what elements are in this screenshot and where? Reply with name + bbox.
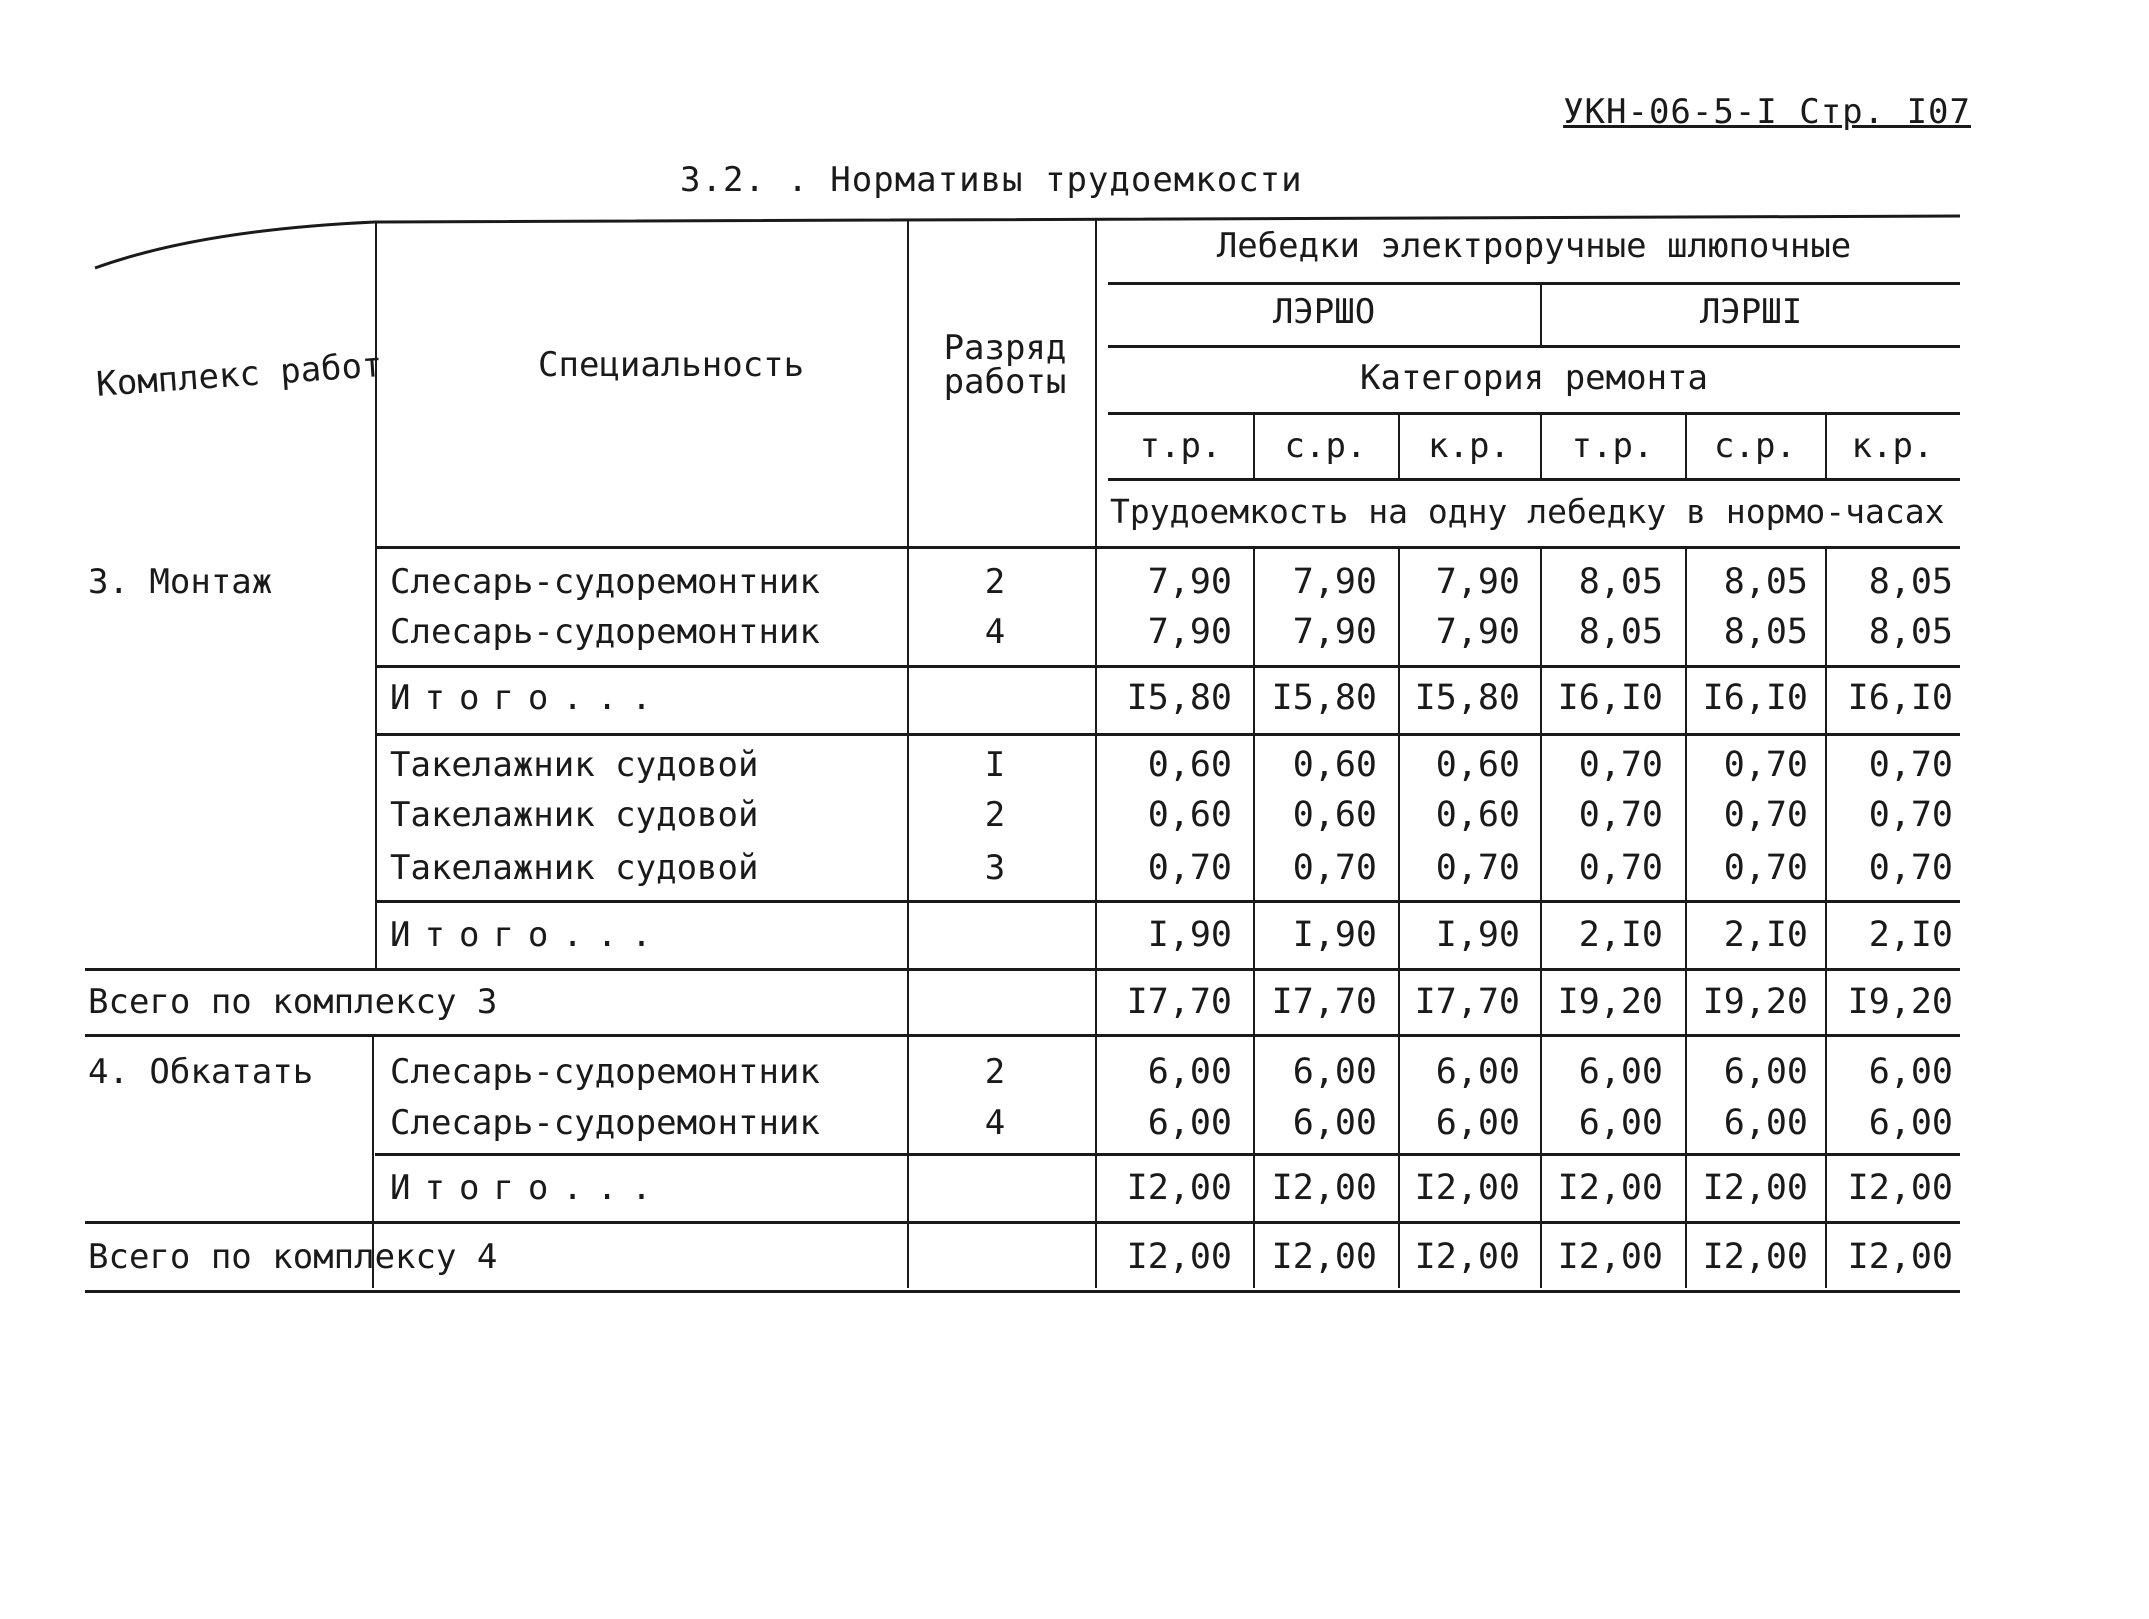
vline-complex-specialty: [375, 222, 377, 962]
row-grade: 4: [984, 1103, 1006, 1143]
row-value: I2,00: [1414, 1168, 1520, 1208]
row-value: I6,I0: [1557, 678, 1663, 718]
row-specialty: Такелажник судовой: [390, 848, 759, 888]
row-value: 6,00: [1578, 1103, 1663, 1143]
section-title: 3.2. . Нормативы трудоемкости: [680, 160, 1303, 200]
row-value: I,90: [1435, 915, 1520, 955]
row-value: 6,00: [1147, 1103, 1232, 1143]
row-complex: 4. Обкатать: [88, 1052, 314, 1092]
row-value: 6,00: [1578, 1052, 1663, 1092]
row-value: I2,00: [1557, 1237, 1663, 1277]
row-value: I2,00: [1126, 1168, 1232, 1208]
header-cat-sr-b: с.р.: [1714, 426, 1796, 466]
row-value: I7,70: [1414, 982, 1520, 1022]
header-specialty: Специальность: [538, 345, 805, 385]
row-value: 6,00: [1435, 1103, 1520, 1143]
row-value: 6,00: [1723, 1103, 1808, 1143]
row-value: I2,00: [1271, 1237, 1377, 1277]
row-specialty: Такелажник судовой: [390, 795, 759, 835]
header-cat-tr-a: т.р.: [1139, 426, 1222, 466]
row-value: 7,90: [1147, 612, 1232, 652]
rule-subcats: [1108, 478, 1960, 481]
header-repair-category: Категория ремонта: [1360, 358, 1708, 398]
value-column-divider: [1825, 548, 1827, 1288]
row-value: 7,90: [1435, 612, 1520, 652]
page-header: УКН-06-5-I Стр. I07: [1563, 92, 1971, 132]
row-value: 6,00: [1868, 1052, 1953, 1092]
row-value: I7,70: [1271, 982, 1377, 1022]
row-complex: Всего по комплексу 4: [88, 1237, 498, 1277]
row-specialty: Слесарь-судоремонтник: [390, 562, 820, 602]
row-value: 7,90: [1292, 562, 1377, 602]
row-value: 6,00: [1723, 1052, 1808, 1092]
rule-header-bottom: [375, 546, 1960, 549]
row-value: 0,70: [1868, 848, 1953, 888]
row-value: I6,I0: [1847, 678, 1953, 718]
row-value: 6,00: [1435, 1052, 1520, 1092]
row-value: I7,70: [1126, 982, 1232, 1022]
body-rule: [85, 1034, 1960, 1037]
row-value: 0,70: [1723, 848, 1808, 888]
row-value: I5,80: [1271, 678, 1377, 718]
row-value: I,90: [1292, 915, 1377, 955]
row-value: 0,60: [1292, 745, 1377, 785]
row-value: 0,60: [1292, 795, 1377, 835]
row-specialty: Итого...: [390, 915, 666, 955]
row-value: 0,70: [1147, 848, 1232, 888]
header-cat-kr-b: к.р.: [1851, 426, 1934, 466]
rule-winch-title: [1108, 282, 1960, 285]
row-value: 7,90: [1292, 612, 1377, 652]
value-column-divider: [1253, 548, 1255, 1288]
header-model-a: ЛЭРШО: [1272, 292, 1376, 332]
row-value: 0,60: [1435, 745, 1520, 785]
row-value: I5,80: [1126, 678, 1232, 718]
row-value: I9,20: [1557, 982, 1663, 1022]
row-value: I2,00: [1847, 1168, 1953, 1208]
row-value: 0,70: [1868, 745, 1953, 785]
value-column-divider: [1685, 548, 1687, 1288]
row-grade: 3: [984, 848, 1006, 888]
row-value: I,90: [1147, 915, 1232, 955]
row-value: 6,00: [1292, 1052, 1377, 1092]
header-winches: Лебедки электроручные шлюпочные: [1216, 226, 1852, 266]
row-value: I6,I0: [1702, 678, 1808, 718]
row-value: I2,00: [1126, 1237, 1232, 1277]
header-labor-note: Трудоемкость на одну лебедку в нормо-часах: [1110, 492, 1945, 531]
row-value: 8,05: [1578, 612, 1663, 652]
row-value: 6,00: [1292, 1103, 1377, 1143]
row-specialty: Итого...: [390, 678, 666, 718]
row-value: I2,00: [1847, 1237, 1953, 1277]
row-value: 0,60: [1147, 795, 1232, 835]
header-cat-sr-a: с.р.: [1284, 426, 1367, 466]
value-column-divider: [1540, 548, 1542, 1288]
row-specialty: Слесарь-судоремонтник: [390, 612, 820, 652]
row-value: 2,I0: [1723, 915, 1808, 955]
row-grade: 2: [984, 1052, 1006, 1092]
header-grade-line1: Разряд: [943, 328, 1067, 368]
row-value: I5,80: [1414, 678, 1520, 718]
row-value: I9,20: [1847, 982, 1953, 1022]
row-value: 8,05: [1723, 562, 1808, 602]
row-grade: I: [984, 745, 1006, 785]
row-value: 0,70: [1578, 795, 1663, 835]
rule-category: [1108, 412, 1960, 415]
body-rule: [85, 1221, 1960, 1224]
rule-models: [1108, 345, 1960, 348]
row-specialty: Слесарь-судоремонтник: [390, 1103, 820, 1143]
row-value: I2,00: [1557, 1168, 1663, 1208]
row-value: 0,70: [1868, 795, 1953, 835]
row-value: 0,70: [1723, 795, 1808, 835]
row-value: 0,70: [1578, 745, 1663, 785]
row-value: I9,20: [1702, 982, 1808, 1022]
body-rule: [375, 733, 1960, 736]
row-value: I2,00: [1702, 1237, 1808, 1277]
row-value: I2,00: [1414, 1237, 1520, 1277]
row-value: 7,90: [1147, 562, 1232, 602]
vline-specialty-mid: [375, 962, 377, 970]
header-cat-tr-b: т.р.: [1571, 426, 1654, 466]
row-value: 8,05: [1868, 562, 1953, 602]
row-value: 8,05: [1723, 612, 1808, 652]
body-rule: [375, 1153, 1960, 1156]
row-complex: 3. Монтаж: [88, 562, 273, 602]
body-rule: [375, 900, 1960, 903]
row-value: 2,I0: [1868, 915, 1953, 955]
row-value: 6,00: [1868, 1103, 1953, 1143]
row-value: 0,70: [1578, 848, 1663, 888]
row-value: 7,90: [1435, 562, 1520, 602]
vline-specialty-grade: [907, 220, 909, 1288]
body-rule: [85, 1290, 1960, 1293]
row-value: 8,05: [1868, 612, 1953, 652]
row-specialty: Итого...: [390, 1168, 666, 1208]
row-value: 8,05: [1578, 562, 1663, 602]
vline-grade-values: [1095, 218, 1097, 1288]
row-value: 0,70: [1723, 745, 1808, 785]
header-cat-kr-a: к.р.: [1428, 426, 1510, 466]
row-value: I2,00: [1702, 1168, 1808, 1208]
header-grade-line2: работы: [943, 362, 1067, 402]
row-complex: Всего по комплексу 3: [88, 982, 498, 1022]
row-grade: 2: [984, 795, 1006, 835]
row-value: I2,00: [1271, 1168, 1377, 1208]
body-rule: [85, 968, 1960, 971]
row-value: 0,60: [1147, 745, 1232, 785]
row-value: 0,70: [1435, 848, 1520, 888]
row-value: 0,60: [1435, 795, 1520, 835]
header-complex: Комплекс работ: [95, 345, 384, 405]
row-value: 2,I0: [1578, 915, 1663, 955]
row-grade: 4: [984, 612, 1006, 652]
header-model-b: ЛЭРШI: [1699, 292, 1803, 332]
body-rule: [375, 665, 1960, 668]
row-value: 0,70: [1292, 848, 1377, 888]
row-grade: 2: [984, 562, 1006, 602]
row-value: 6,00: [1147, 1052, 1232, 1092]
row-specialty: Такелажник судовой: [390, 745, 759, 785]
row-specialty: Слесарь-судоремонтник: [390, 1052, 820, 1092]
